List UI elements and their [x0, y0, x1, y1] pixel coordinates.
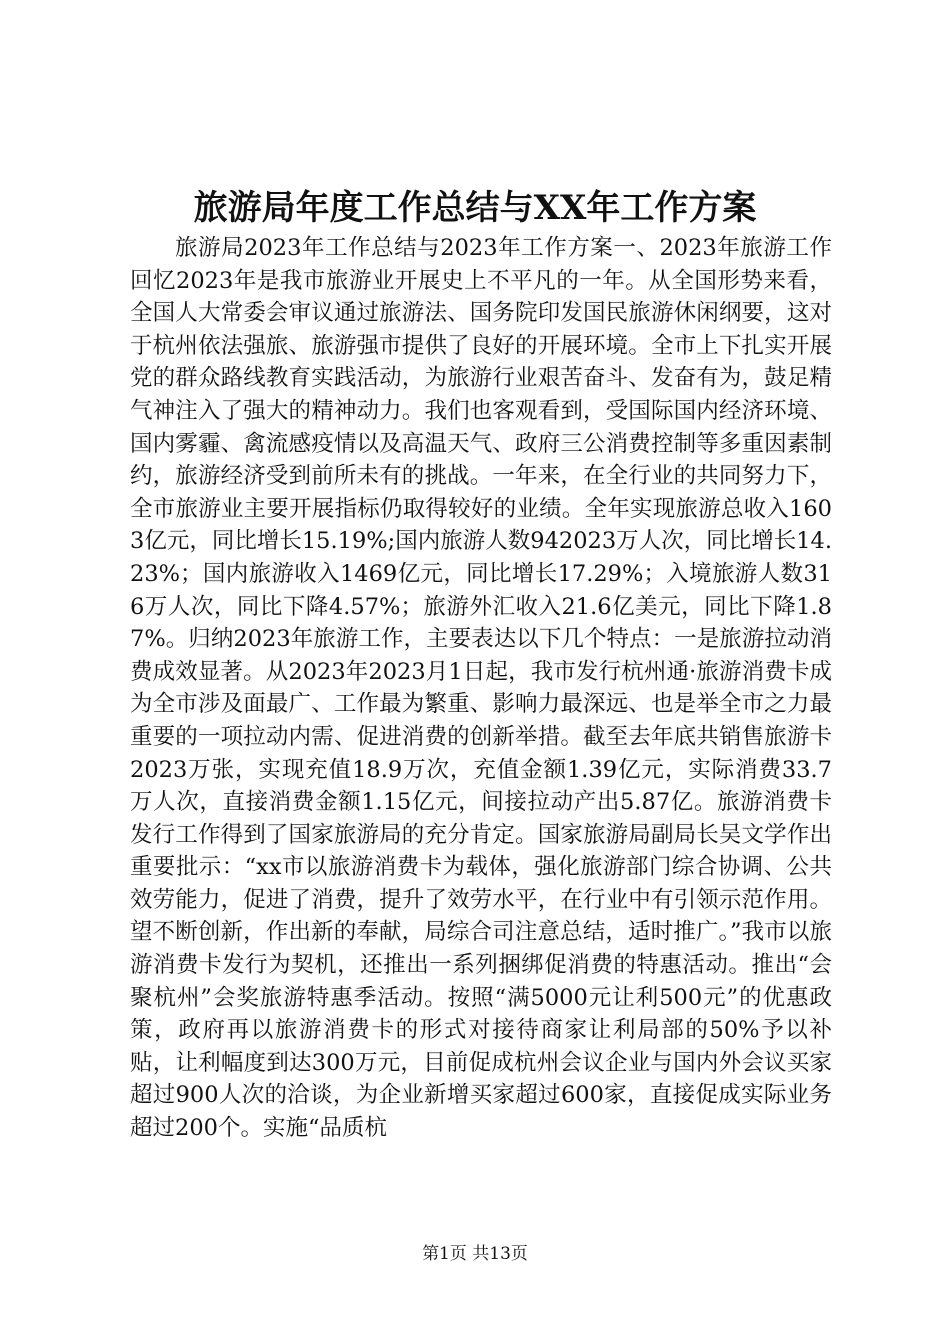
- page-footer: 第1页 共13页: [422, 1244, 528, 1264]
- body-paragraph: 旅游局2023年工作总结与2023年工作方案一、2023年旅游工作回忆2023年是我市旅游业开展史上不平凡的一年。从全国形势来看，全国人大常委会审议通过旅游法、国务院印发国民旅游休闲纲要，这对于杭州依法强旅、旅游强市提供了良好的开展环境。全市上下扎实开展党的群众路线教育实践活动，为旅游行业艰苦奋斗、发奋有为，鼓足精气神注入了强大的精神动力。我们也客观看到，受国际国内经济环境、国内雾霾、禽流感疫情以及高温天气、政府三公消费控制等多重因素制约，旅游经济受到前所未有的挑战。一年来，在全行业的共同努力下，全市旅游业主要开展指标仍取得较好的业绩。全年实现旅游总收入1603亿元，同比增长15.19%;国内旅游人数942023万人次，同比增长14.23%；国内旅游收入1469亿元，同比增长17.29%；入境旅游人数316万人次，同比下降4.57%；旅游外汇收入21.6亿美元，同比下降1.87%。归纳2023年旅游工作，主要表达以下几个特点：一是旅游拉动消费成效显著。从2023年2023月1日起，我市发行杭州通·旅游消费卡成为全市涉及面最广、工作最为繁重、影响力最深远、也是举全市之力最重要的一项拉动内需、促进消费的创新举措。截至去年底共销售旅游卡2023万张，实现充值18.9万次，充值金额1.39亿元，实际消费33.7万人次，直接消费金额1.15亿元，间接拉动产出5.87亿。旅游消费卡发行工作得到了国家旅游局的充分肯定。国家旅游局副局长吴文学作出重要批示：“xx市以旅游消费卡为载体，强化旅游部门综合协调、公共效劳能力，促进了消费，提升了效劳水平，在行业中有引领示范作用。望不断创新，作出新的奉献，局综合司注意总结，适时推广。”我市以旅游消费卡发行为契机，还推出一系列捆绑促消费的特惠活动。推出“会聚杭州”会奖旅游特惠季活动。按照“满5000元让利500元”的优惠政策，政府再以旅游消费卡的形式对接待商家让利局部的50%予以补贴，让利幅度到达300万元，目前促成杭州会议企业与国内外会议买家超过900人次的洽谈，为企业新增买家超过600家，直接促成实际业务超过200个。实施“品质杭: [130, 235, 832, 1142]
- page-title: 旅游局年度工作总结与XX年工作方案: [193, 188, 757, 228]
